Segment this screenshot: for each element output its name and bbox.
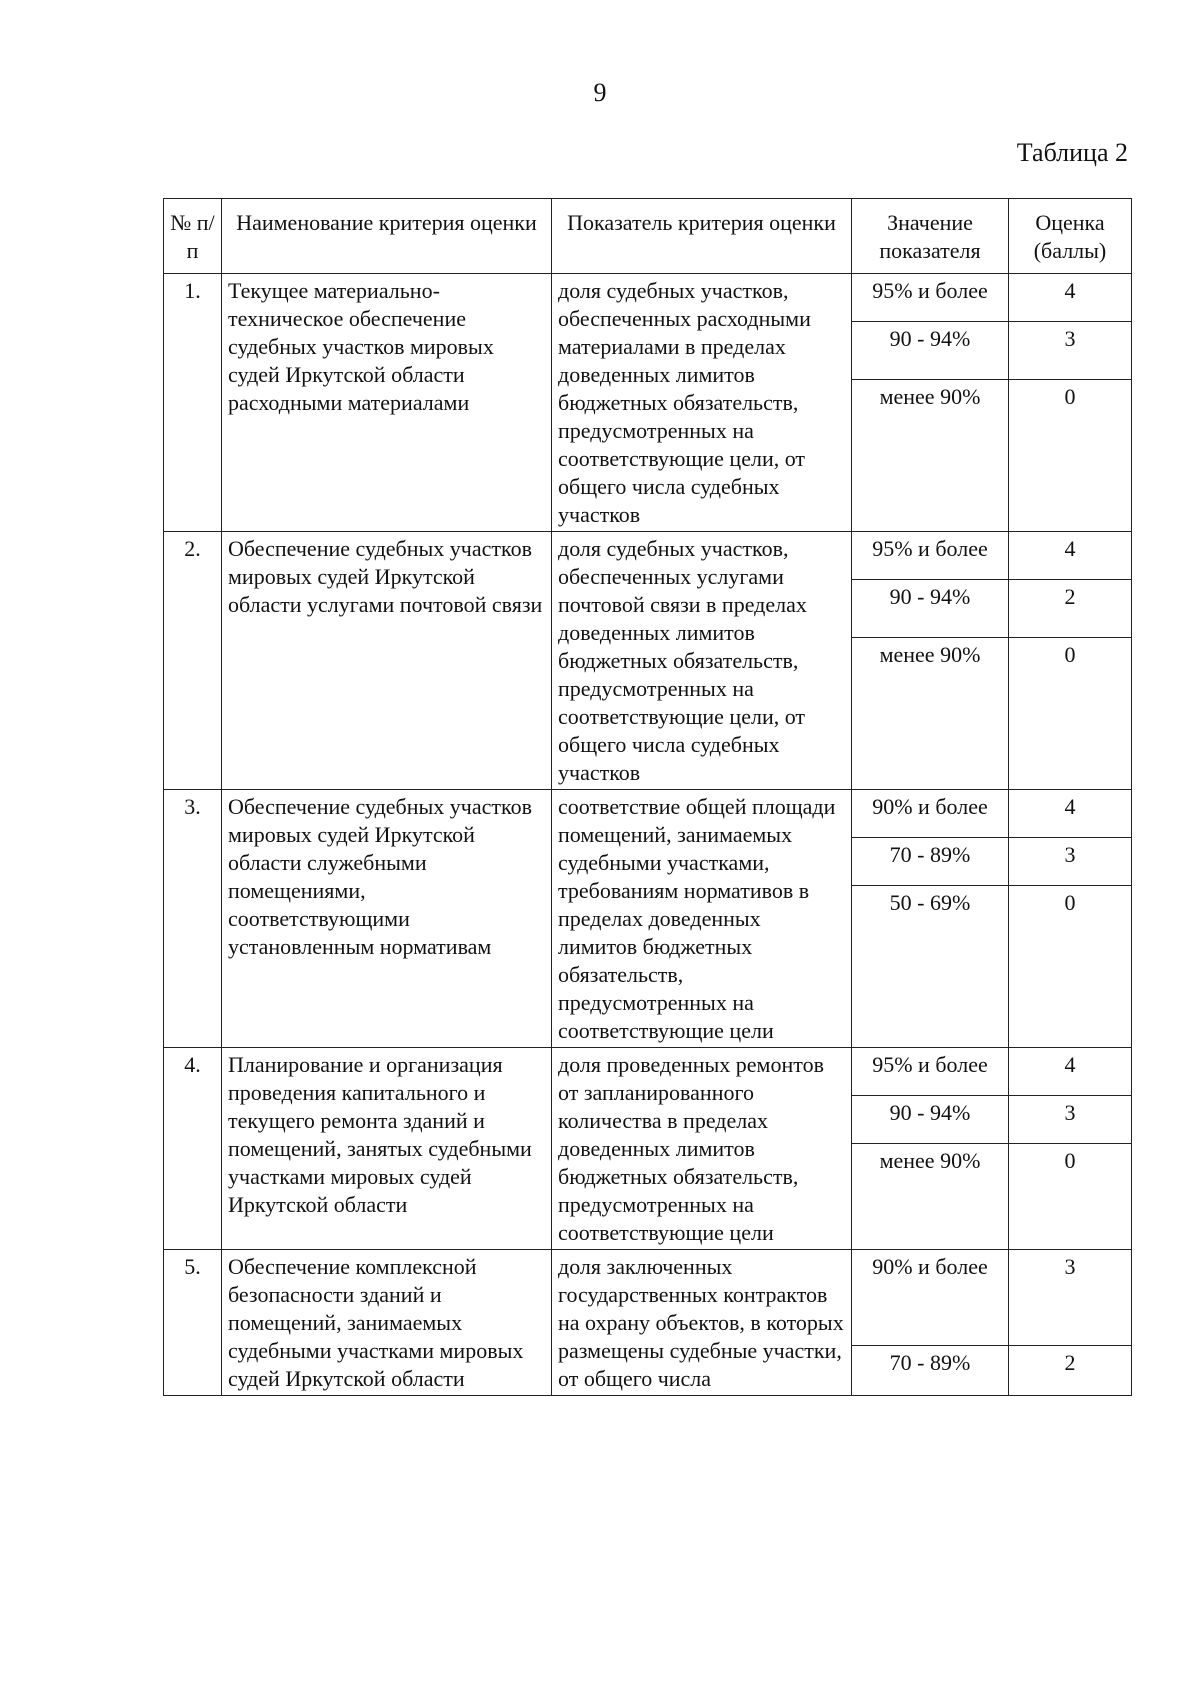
criterion-name: Обеспечение комплексной безопасности зданий и помещений, занимаемых судебными участками мировых судей Иркутской области xyxy=(222,1250,552,1396)
criterion-indicator: доля судебных участков, обеспеченных расходными материалами в пределах доведенных лимитов бюджетных обязательств, предусмотренных на соответствующие цели, от общего числа судебных участков xyxy=(552,274,852,532)
score-points: 2 xyxy=(1009,580,1132,638)
header-score: Оценка (баллы) xyxy=(1009,199,1132,274)
indicator-value: 90 - 94% xyxy=(852,322,1009,380)
indicator-value: 95% и более xyxy=(852,532,1009,580)
indicator-value: менее 90% xyxy=(852,1144,1009,1250)
score-points: 4 xyxy=(1009,274,1132,322)
criterion-indicator: доля заключенных государственных контрактов на охрану объектов, в которых размещены судебные участки, от общего числа xyxy=(552,1250,852,1396)
table-row xyxy=(164,1048,1132,1096)
row-number: 2. xyxy=(164,532,222,790)
header-name: Наименование критерия оценки xyxy=(222,199,552,274)
score-points: 3 xyxy=(1009,1250,1132,1346)
score-points: 3 xyxy=(1009,838,1132,886)
criterion-name: Планирование и организация проведения капитального и текущего ремонта зданий и помещений, занятых судебными участками мировых судей Иркутской области xyxy=(222,1048,552,1250)
score-points: 0 xyxy=(1009,638,1132,790)
header-num: № п/п xyxy=(164,199,222,274)
header-indicator: Показатель критерия оценки xyxy=(552,199,852,274)
indicator-value: 50 - 69% xyxy=(852,886,1009,1048)
table-header-row xyxy=(164,199,1132,274)
score-points: 3 xyxy=(1009,322,1132,380)
table-row xyxy=(164,1250,1132,1346)
indicator-value: 90 - 94% xyxy=(852,580,1009,638)
criterion-indicator: доля проведенных ремонтов от запланированного количества в пределах доведенных лимитов бюджетных обязательств, предусмотренных на соответствующие цели xyxy=(552,1048,852,1250)
score-points: 0 xyxy=(1009,380,1132,532)
score-points: 3 xyxy=(1009,1096,1132,1144)
page-number: 9 xyxy=(593,78,607,107)
table-row xyxy=(164,790,1132,838)
criterion-indicator: доля судебных участков, обеспеченных услугами почтовой связи в пределах доведенных лимитов бюджетных обязательств, предусмотренных на соответствующие цели, от общего числа судебных участков xyxy=(552,532,852,790)
indicator-value: менее 90% xyxy=(852,638,1009,790)
row-number: 1. xyxy=(164,274,222,532)
row-number: 3. xyxy=(164,790,222,1048)
criterion-name: Обеспечение судебных участков мировых судей Иркутской области служебными помещениями, соответствующими установленным нормативам xyxy=(222,790,552,1048)
row-number: 5. xyxy=(164,1250,222,1396)
indicator-value: 90 - 94% xyxy=(852,1096,1009,1144)
score-points: 4 xyxy=(1009,1048,1132,1096)
table-caption: Таблица 2 xyxy=(1016,138,1128,167)
score-points: 0 xyxy=(1009,1144,1132,1250)
criterion-indicator: соответствие общей площади помещений, занимаемых судебными участками, требованиям нормативов в пределах доведенных лимитов бюджетных обязательств, предусмотренных на соответствующие цели xyxy=(552,790,852,1048)
criterion-name: Текущее материально-техническое обеспечение судебных участков мировых судей Иркутской области расходными материалами xyxy=(222,274,552,532)
indicator-value: 70 - 89% xyxy=(852,838,1009,886)
table-row xyxy=(164,274,1132,322)
score-points: 4 xyxy=(1009,790,1132,838)
criterion-name: Обеспечение судебных участков мировых судей Иркутской области услугами почтовой связи xyxy=(222,532,552,790)
score-points: 0 xyxy=(1009,886,1132,1048)
indicator-value: 95% и более xyxy=(852,274,1009,322)
indicator-value: 70 - 89% xyxy=(852,1346,1009,1396)
indicator-value: менее 90% xyxy=(852,380,1009,532)
criteria-table xyxy=(163,198,1132,1396)
indicator-value: 90% и более xyxy=(852,1250,1009,1346)
table-row xyxy=(164,532,1132,580)
header-value: Значение показателя xyxy=(852,199,1009,274)
indicator-value: 90% и более xyxy=(852,790,1009,838)
score-points: 4 xyxy=(1009,532,1132,580)
score-points: 2 xyxy=(1009,1346,1132,1396)
indicator-value: 95% и более xyxy=(852,1048,1009,1096)
row-number: 4. xyxy=(164,1048,222,1250)
